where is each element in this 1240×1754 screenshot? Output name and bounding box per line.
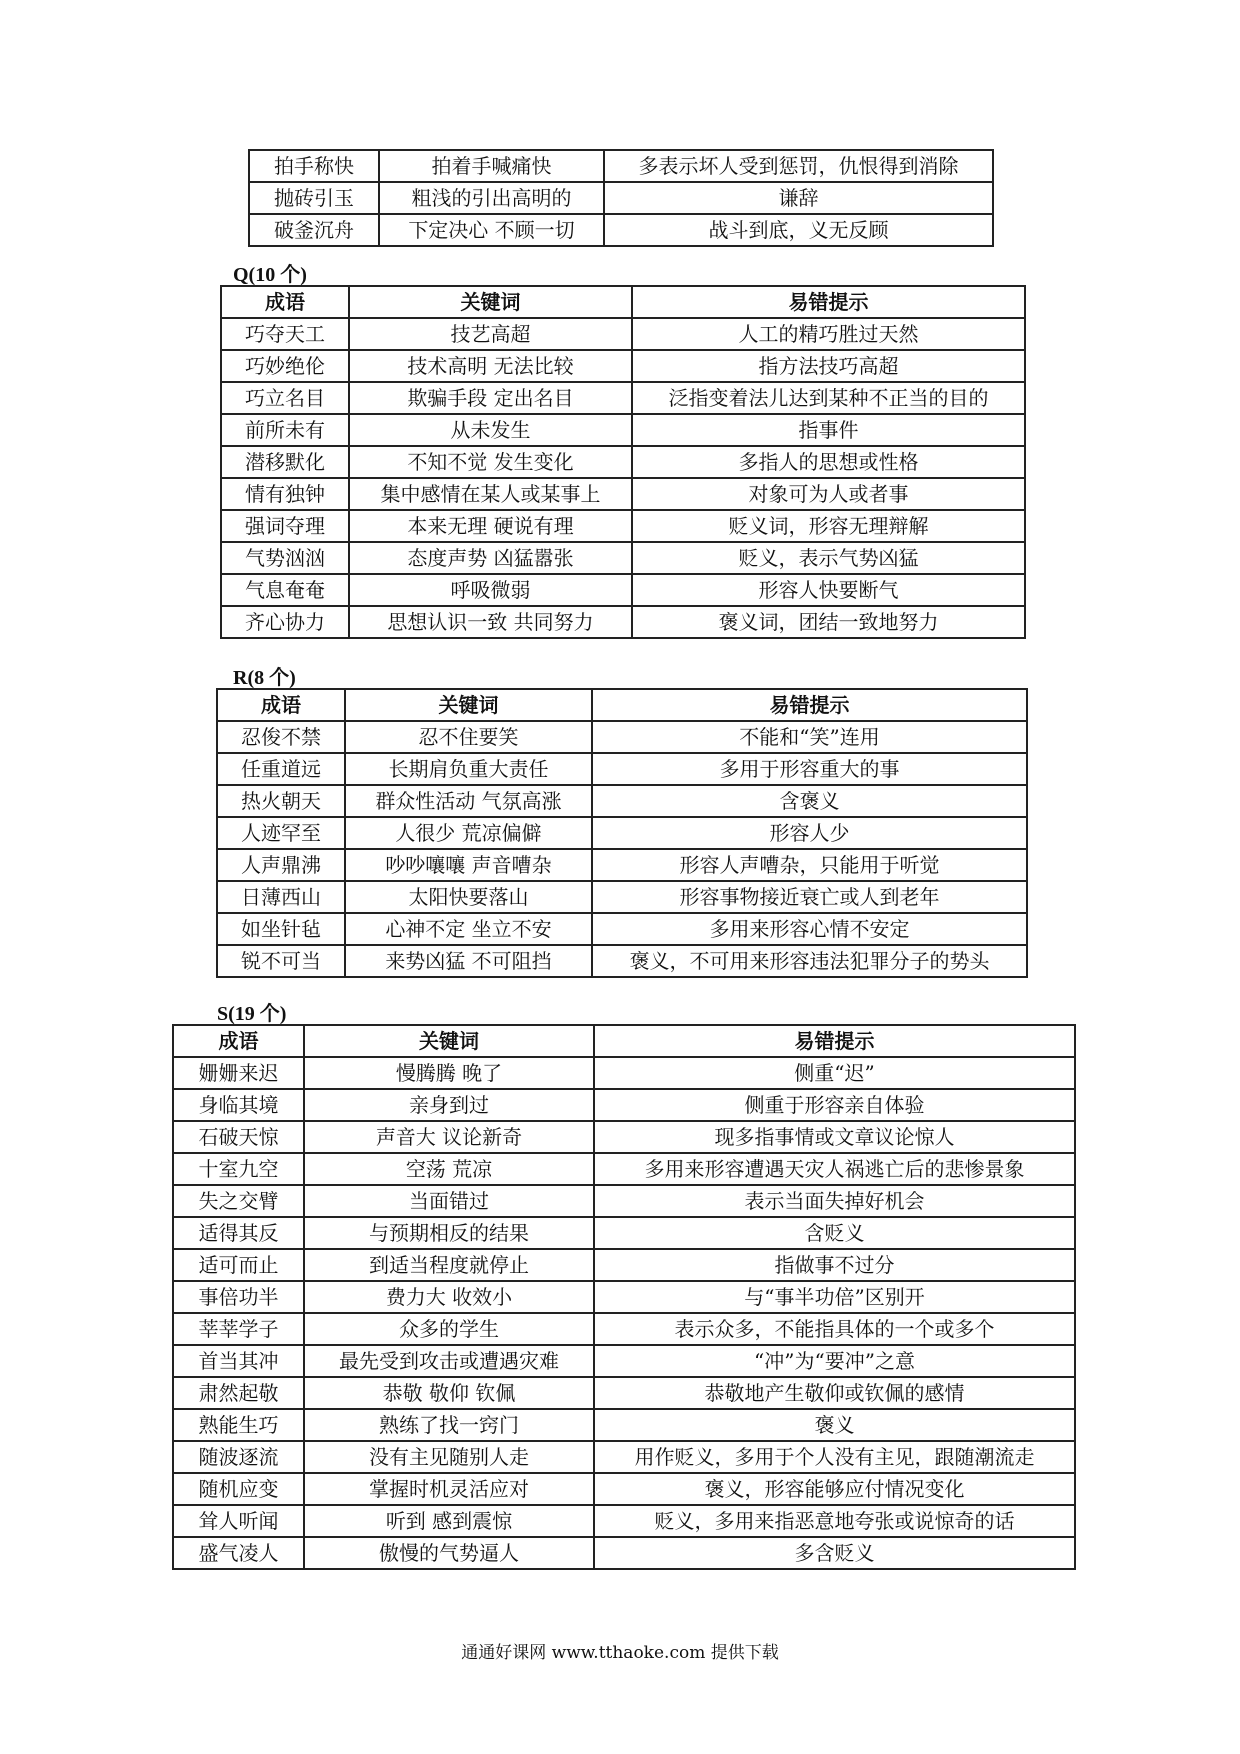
idiom-cell: 人迹罕至 bbox=[217, 817, 345, 849]
keyword-cell: 恭敬 敬仰 钦佩 bbox=[304, 1377, 594, 1409]
table-row bbox=[221, 382, 1025, 414]
keyword-cell: 来势凶猛 不可阻挡 bbox=[345, 945, 592, 977]
table-row bbox=[221, 606, 1025, 638]
keyword-cell: 人很少 荒凉偏僻 bbox=[345, 817, 592, 849]
table-row bbox=[221, 350, 1025, 382]
idiom-cell: 巧夺天工 bbox=[221, 318, 349, 350]
tip-cell: 形容人声嘈杂，只能用于听觉 bbox=[592, 849, 1027, 881]
idiom-cell: 人声鼎沸 bbox=[217, 849, 345, 881]
section-title-s: S(19 个) bbox=[217, 1003, 287, 1025]
keyword-cell: 本来无理 硬说有理 bbox=[349, 510, 632, 542]
table-row bbox=[217, 849, 1027, 881]
table-row bbox=[173, 1377, 1075, 1409]
table-header-row bbox=[173, 1025, 1075, 1057]
keyword-cell: 到适当程度就停止 bbox=[304, 1249, 594, 1281]
tip-cell: 指做事不过分 bbox=[594, 1249, 1075, 1281]
idiom-cell: 潜移默化 bbox=[221, 446, 349, 478]
table-row bbox=[217, 913, 1027, 945]
table-body bbox=[173, 1057, 1075, 1569]
keyword-cell: 不知不觉 发生变化 bbox=[349, 446, 632, 478]
tip-cell: 谦辞 bbox=[604, 182, 993, 214]
tip-cell: “冲”为“要冲”之意 bbox=[594, 1345, 1075, 1377]
keyword-cell: 当面错过 bbox=[304, 1185, 594, 1217]
section-title-r: R(8 个) bbox=[233, 667, 296, 689]
table-row bbox=[173, 1153, 1075, 1185]
column-header: 关键词 bbox=[349, 286, 632, 318]
keyword-cell: 听到 感到震惊 bbox=[304, 1505, 594, 1537]
table-row bbox=[249, 214, 993, 246]
table-row bbox=[173, 1537, 1075, 1569]
tip-cell: 表示当面失掉好机会 bbox=[594, 1185, 1075, 1217]
keyword-cell: 技术高明 无法比较 bbox=[349, 350, 632, 382]
idiom-cell: 首当其冲 bbox=[173, 1345, 304, 1377]
tip-cell: 指事件 bbox=[632, 414, 1025, 446]
keyword-cell: 思想认识一致 共同努力 bbox=[349, 606, 632, 638]
table-row bbox=[173, 1121, 1075, 1153]
keyword-cell: 长期肩负重大责任 bbox=[345, 753, 592, 785]
idiom-cell: 气息奄奄 bbox=[221, 574, 349, 606]
keyword-cell: 亲身到过 bbox=[304, 1089, 594, 1121]
tip-cell: 人工的精巧胜过天然 bbox=[632, 318, 1025, 350]
table-q bbox=[220, 285, 1026, 639]
tip-cell: 形容人少 bbox=[592, 817, 1027, 849]
keyword-cell: 粗浅的引出高明的 bbox=[379, 182, 604, 214]
idiom-cell: 任重道远 bbox=[217, 753, 345, 785]
tip-cell: 形容事物接近衰亡或人到老年 bbox=[592, 881, 1027, 913]
tip-cell: 泛指变着法儿达到某种不正当的目的 bbox=[632, 382, 1025, 414]
table-row bbox=[173, 1089, 1075, 1121]
table-row bbox=[173, 1505, 1075, 1537]
keyword-cell: 欺骗手段 定出名目 bbox=[349, 382, 632, 414]
tip-cell: 多表示坏人受到惩罚，仇恨得到消除 bbox=[604, 150, 993, 182]
idiom-cell: 热火朝天 bbox=[217, 785, 345, 817]
idiom-cell: 肃然起敬 bbox=[173, 1377, 304, 1409]
idiom-cell: 失之交臂 bbox=[173, 1185, 304, 1217]
keyword-cell: 忍不住要笑 bbox=[345, 721, 592, 753]
table-row bbox=[217, 817, 1027, 849]
idiom-cell: 事倍功半 bbox=[173, 1281, 304, 1313]
column-header: 成语 bbox=[221, 286, 349, 318]
tip-cell: 侧重于形容亲自体验 bbox=[594, 1089, 1075, 1121]
idiom-cell: 巧妙绝伦 bbox=[221, 350, 349, 382]
column-header: 易错提示 bbox=[592, 689, 1027, 721]
idiom-cell: 适可而止 bbox=[173, 1249, 304, 1281]
column-header: 关键词 bbox=[345, 689, 592, 721]
keyword-cell: 下定决心 不顾一切 bbox=[379, 214, 604, 246]
keyword-cell: 呼吸微弱 bbox=[349, 574, 632, 606]
keyword-cell: 群众性活动 气氛高涨 bbox=[345, 785, 592, 817]
idiom-cell: 巧立名目 bbox=[221, 382, 349, 414]
table-body bbox=[217, 721, 1027, 977]
idiom-cell: 强词夺理 bbox=[221, 510, 349, 542]
table-row bbox=[173, 1281, 1075, 1313]
table-row bbox=[217, 945, 1027, 977]
column-header: 关键词 bbox=[304, 1025, 594, 1057]
table-row bbox=[221, 414, 1025, 446]
tip-cell: 表示众多，不能指具体的一个或多个 bbox=[594, 1313, 1075, 1345]
idiom-cell: 石破天惊 bbox=[173, 1121, 304, 1153]
column-header: 易错提示 bbox=[594, 1025, 1075, 1057]
table-row bbox=[173, 1057, 1075, 1089]
tip-cell: 多指人的思想或性格 bbox=[632, 446, 1025, 478]
idiom-cell: 忍俊不禁 bbox=[217, 721, 345, 753]
table-row bbox=[217, 881, 1027, 913]
tip-cell: 对象可为人或者事 bbox=[632, 478, 1025, 510]
idiom-cell: 破釜沉舟 bbox=[249, 214, 379, 246]
keyword-cell: 空荡 荒凉 bbox=[304, 1153, 594, 1185]
table-header-row bbox=[221, 286, 1025, 318]
keyword-cell: 傲慢的气势逼人 bbox=[304, 1537, 594, 1569]
keyword-cell: 熟练了找一窍门 bbox=[304, 1409, 594, 1441]
idiom-cell: 如坐针毡 bbox=[217, 913, 345, 945]
table-body bbox=[249, 150, 993, 246]
table-row bbox=[173, 1345, 1075, 1377]
tip-cell: 恭敬地产生敬仰或钦佩的感情 bbox=[594, 1377, 1075, 1409]
idiom-cell: 抛砖引玉 bbox=[249, 182, 379, 214]
tip-cell: 多用来形容心情不安定 bbox=[592, 913, 1027, 945]
table-row bbox=[217, 785, 1027, 817]
column-header: 易错提示 bbox=[632, 286, 1025, 318]
table-row bbox=[221, 574, 1025, 606]
idiom-cell: 拍手称快 bbox=[249, 150, 379, 182]
tip-cell: 用作贬义，多用于个人没有主见，跟随潮流走 bbox=[594, 1441, 1075, 1473]
table-row bbox=[173, 1217, 1075, 1249]
table-row bbox=[221, 446, 1025, 478]
keyword-cell: 众多的学生 bbox=[304, 1313, 594, 1345]
table-body bbox=[221, 318, 1025, 638]
table-row bbox=[173, 1473, 1075, 1505]
keyword-cell: 最先受到攻击或遭遇灾难 bbox=[304, 1345, 594, 1377]
idiom-cell: 前所未有 bbox=[221, 414, 349, 446]
idiom-cell: 气势汹汹 bbox=[221, 542, 349, 574]
table-row bbox=[217, 721, 1027, 753]
tip-cell: 含褒义 bbox=[592, 785, 1027, 817]
keyword-cell: 态度声势 凶猛嚣张 bbox=[349, 542, 632, 574]
tip-cell: 贬义，多用来指恶意地夸张或说惊奇的话 bbox=[594, 1505, 1075, 1537]
tip-cell: 褒义，形容能够应付情况变化 bbox=[594, 1473, 1075, 1505]
tip-cell: 形容人快要断气 bbox=[632, 574, 1025, 606]
table-row bbox=[173, 1409, 1075, 1441]
idiom-cell: 随波逐流 bbox=[173, 1441, 304, 1473]
table-row bbox=[173, 1313, 1075, 1345]
tip-cell: 与“事半功倍”区别开 bbox=[594, 1281, 1075, 1313]
tip-cell: 多含贬义 bbox=[594, 1537, 1075, 1569]
tip-cell: 褒义词，团结一致地努力 bbox=[632, 606, 1025, 638]
table-row bbox=[221, 510, 1025, 542]
table-row bbox=[221, 318, 1025, 350]
column-header: 成语 bbox=[173, 1025, 304, 1057]
keyword-cell: 与预期相反的结果 bbox=[304, 1217, 594, 1249]
keyword-cell: 费力大 收效小 bbox=[304, 1281, 594, 1313]
tip-cell: 侧重“迟” bbox=[594, 1057, 1075, 1089]
tip-cell: 贬义词，形容无理辩解 bbox=[632, 510, 1025, 542]
table-header-row bbox=[217, 689, 1027, 721]
tip-cell: 战斗到底，义无反顾 bbox=[604, 214, 993, 246]
tip-cell: 指方法技巧高超 bbox=[632, 350, 1025, 382]
tip-cell: 贬义，表示气势凶猛 bbox=[632, 542, 1025, 574]
idiom-cell: 姗姗来迟 bbox=[173, 1057, 304, 1089]
idiom-cell: 十室九空 bbox=[173, 1153, 304, 1185]
page-footer: 通通好课网 www.tthaoke.com 提供下载 bbox=[461, 1643, 779, 1663]
tip-cell: 多用于形容重大的事 bbox=[592, 753, 1027, 785]
table-row bbox=[221, 478, 1025, 510]
tip-cell: 褒义，不可用来形容违法犯罪分子的势头 bbox=[592, 945, 1027, 977]
tip-cell: 含贬义 bbox=[594, 1217, 1075, 1249]
idiom-cell: 盛气凌人 bbox=[173, 1537, 304, 1569]
table-row bbox=[173, 1441, 1075, 1473]
table-s bbox=[172, 1024, 1076, 1570]
tip-cell: 褒义 bbox=[594, 1409, 1075, 1441]
idiom-cell: 莘莘学子 bbox=[173, 1313, 304, 1345]
idiom-cell: 随机应变 bbox=[173, 1473, 304, 1505]
keyword-cell: 掌握时机灵活应对 bbox=[304, 1473, 594, 1505]
idiom-cell: 熟能生巧 bbox=[173, 1409, 304, 1441]
idiom-cell: 情有独钟 bbox=[221, 478, 349, 510]
table-row bbox=[173, 1185, 1075, 1217]
tip-cell: 不能和“笑”连用 bbox=[592, 721, 1027, 753]
keyword-cell: 吵吵嚷嚷 声音嘈杂 bbox=[345, 849, 592, 881]
table-row bbox=[173, 1249, 1075, 1281]
idiom-cell: 锐不可当 bbox=[217, 945, 345, 977]
tip-cell: 多用来形容遭遇天灾人祸逃亡后的悲惨景象 bbox=[594, 1153, 1075, 1185]
table-row bbox=[249, 182, 993, 214]
keyword-cell: 慢腾腾 晚了 bbox=[304, 1057, 594, 1089]
table-r bbox=[216, 688, 1028, 978]
table-p-tail bbox=[248, 149, 994, 247]
keyword-cell: 心神不定 坐立不安 bbox=[345, 913, 592, 945]
table-row bbox=[249, 150, 993, 182]
tip-cell: 现多指事情或文章议论惊人 bbox=[594, 1121, 1075, 1153]
keyword-cell: 声音大 议论新奇 bbox=[304, 1121, 594, 1153]
idiom-cell: 日薄西山 bbox=[217, 881, 345, 913]
keyword-cell: 技艺高超 bbox=[349, 318, 632, 350]
section-title-q: Q(10 个) bbox=[233, 264, 307, 286]
idiom-cell: 身临其境 bbox=[173, 1089, 304, 1121]
keyword-cell: 太阳快要落山 bbox=[345, 881, 592, 913]
keyword-cell: 集中感情在某人或某事上 bbox=[349, 478, 632, 510]
idiom-cell: 适得其反 bbox=[173, 1217, 304, 1249]
keyword-cell: 从未发生 bbox=[349, 414, 632, 446]
idiom-cell: 齐心协力 bbox=[221, 606, 349, 638]
table-row bbox=[217, 753, 1027, 785]
column-header: 成语 bbox=[217, 689, 345, 721]
idiom-cell: 耸人听闻 bbox=[173, 1505, 304, 1537]
keyword-cell: 拍着手喊痛快 bbox=[379, 150, 604, 182]
table-row bbox=[221, 542, 1025, 574]
keyword-cell: 没有主见随别人走 bbox=[304, 1441, 594, 1473]
